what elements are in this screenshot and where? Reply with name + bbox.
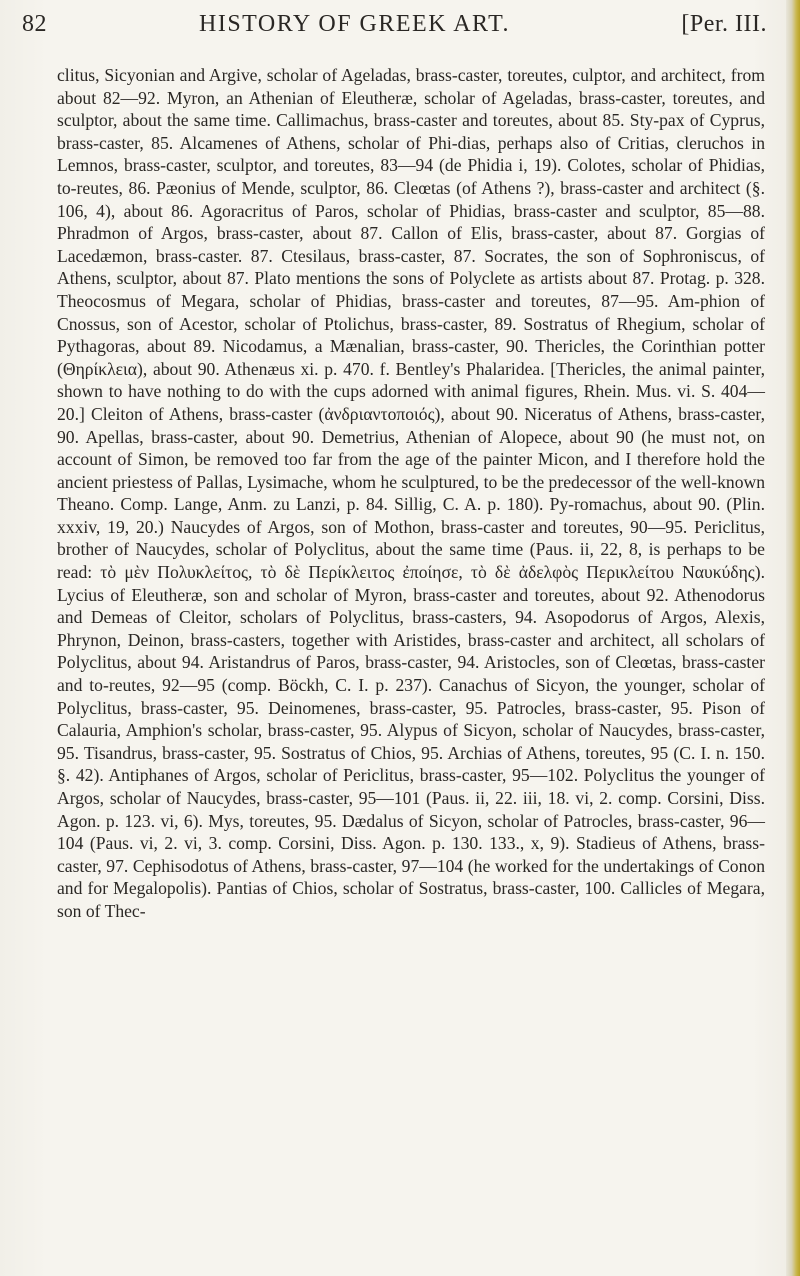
running-title: HISTORY OF GREEK ART. xyxy=(199,10,510,37)
part-label: [Per. III. xyxy=(681,10,767,37)
body-paragraph: clitus, Sicyonian and Argive, scholar of Ageladas, brass-caster, toreutes, culptor, and architect, from about 82—92. Myron, an Athenian of Eleutheræ, scholar of Ageladas, brass-caster, toreutes, and sculptor, about the same time. Callimachus, brass-caster and toreutes, about 85. Sty-pax of Cyprus, brass-caster, 85. Alcamenes of Athens, scholar of Phi-dias, perhaps also of Critias, cleruchos in Lemnos, brass-caster, sculptor, and toreutes, 83—94 (de Phidia i, 19). Colotes, scholar of Phidias, to-reutes, 86. Pæonius of Mende, sculptor, 86. Cleœtas (of Athens ?), brass-caster and architect (§. 106, 4), about 86. Agoracritus of Paros, scholar of Phidias, brass-caster and sculptor, 85—88. Phradmon of Argos, brass-caster, about 87. Callon of Elis, brass-caster, about 87. Gorgias of Lacedæmon, brass-caster. 87. Ctesilaus, brass-caster, 87. Socrates, the son of Sophroniscus, of Athens, sculptor, about 87. Plato mentions the sons of Polyclete as artists about 87. Protag. p. 328. Theocosmus of Megara, scholar of Phidias, brass-caster and toreutes, 87—95. Am-phion of Cnossus, son of Acestor, scholar of Ptolichus, brass-caster, 89. Sostratus of Rhegium, scholar of Pythagoras, about 89. Nicodamus, a Mænalian, brass-caster, 90. Thericles, the Corinthian potter (Θηρίκλεια), about 90. Athenæus xi. p. 470. f. Bentley's Phalaridea. [Thericles, the animal painter, shown to have nothing to do with the cups adorned with animal figures, Rhein. Mus. vi. S. 404—20.] Cleiton of Athens, brass-caster (ἀνδριαντοποιός), about 90. Niceratus of Athens, brass-caster, 90. Apellas, brass-caster, about 90. Demetrius, Athenian of Alopece, about 90 (he must not, on account of Simon, be removed too far from the age of the painter Micon, and I therefore hold the ancient priestess of Pallas, Lysimache, whom he sculptured, to be the predecessor of the well-known Theano. Comp. Lange, Anm. zu Lanzi, p. 84. Sillig, C. A. p. 180). Py-romachus, about 90. (Plin. xxxiv, 19, 20.) Naucydes of Argos, son of Mothon, brass-caster and toreutes, 90—95. Periclitus, brother of Naucydes, scholar of Polyclitus, about the same time (Paus. ii, 22, 8, is perhaps to be read: τὸ μὲν Πολυκλείτος, τὸ δὲ Περίκλειτος ἐποίησε, τὸ δὲ ἀδελφὸς Περικλείτου Ναυκύδης). Lycius of Eleutheræ, son and scholar of Myron, brass-caster and toreutes, about 92. Athenodorus and Demeas of Cleitor, scholars of Polyclitus, brass-casters, 94. Asopodorus of Argos, Alexis, Phrynon, Deinon, brass-casters, together with Aristides, brass-caster and architect, all scholars of Polyclitus, about 94. Aristandrus of Paros, brass-caster, 94. Aristocles, son of Cleœtas, brass-caster and to-reutes, 92—95 (comp. Böckh, C. I. p. 237). Canachus of Sicyon, the younger, scholar of Polyclitus, brass-caster, 95. Deinomenes, brass-caster, 95. Patrocles, brass-caster, 95. Pison of Calauria, Amphion's scholar, brass-caster, 95. Alypus of Sicyon, scholar of Naucydes, brass-caster, 95. Tisandrus, brass-caster, 95. Sostratus of Chios, 95. Archias of Athens, toreutes, 95 (C. I. n. 150. §. 42). Antiphanes of Argos, scholar of Periclitus, brass-caster, 95—102. Polyclitus the younger of Argos, scholar of Naucydes, brass-caster, 95—101 (Paus. ii, 22. iii, 18. vi, 2. comp. Corsini, Diss. Agon. p. 123. vi, 6). Mys, toreutes, 95. Dædalus of Sicyon, scholar of Patrocles, brass-caster, 96—104 (Paus. vi, 2. vi, 3. comp. Corsini, Diss. Agon. p. 130. 133., x, 9). Stadieus of Athens, brass-caster, 97. Cephisodotus of Athens, brass-caster, 97—104 (he worked for the undertakings of Conon and for Megalopolis). Pantias of Chios, scholar of Sostratus, brass-caster, 100. Callicles of Megara, son of Thec- xyxy=(57,65,765,921)
running-header xyxy=(22,4,767,44)
body-text xyxy=(57,64,765,923)
page-edge xyxy=(786,0,800,1276)
page-number: 82 xyxy=(22,10,47,37)
